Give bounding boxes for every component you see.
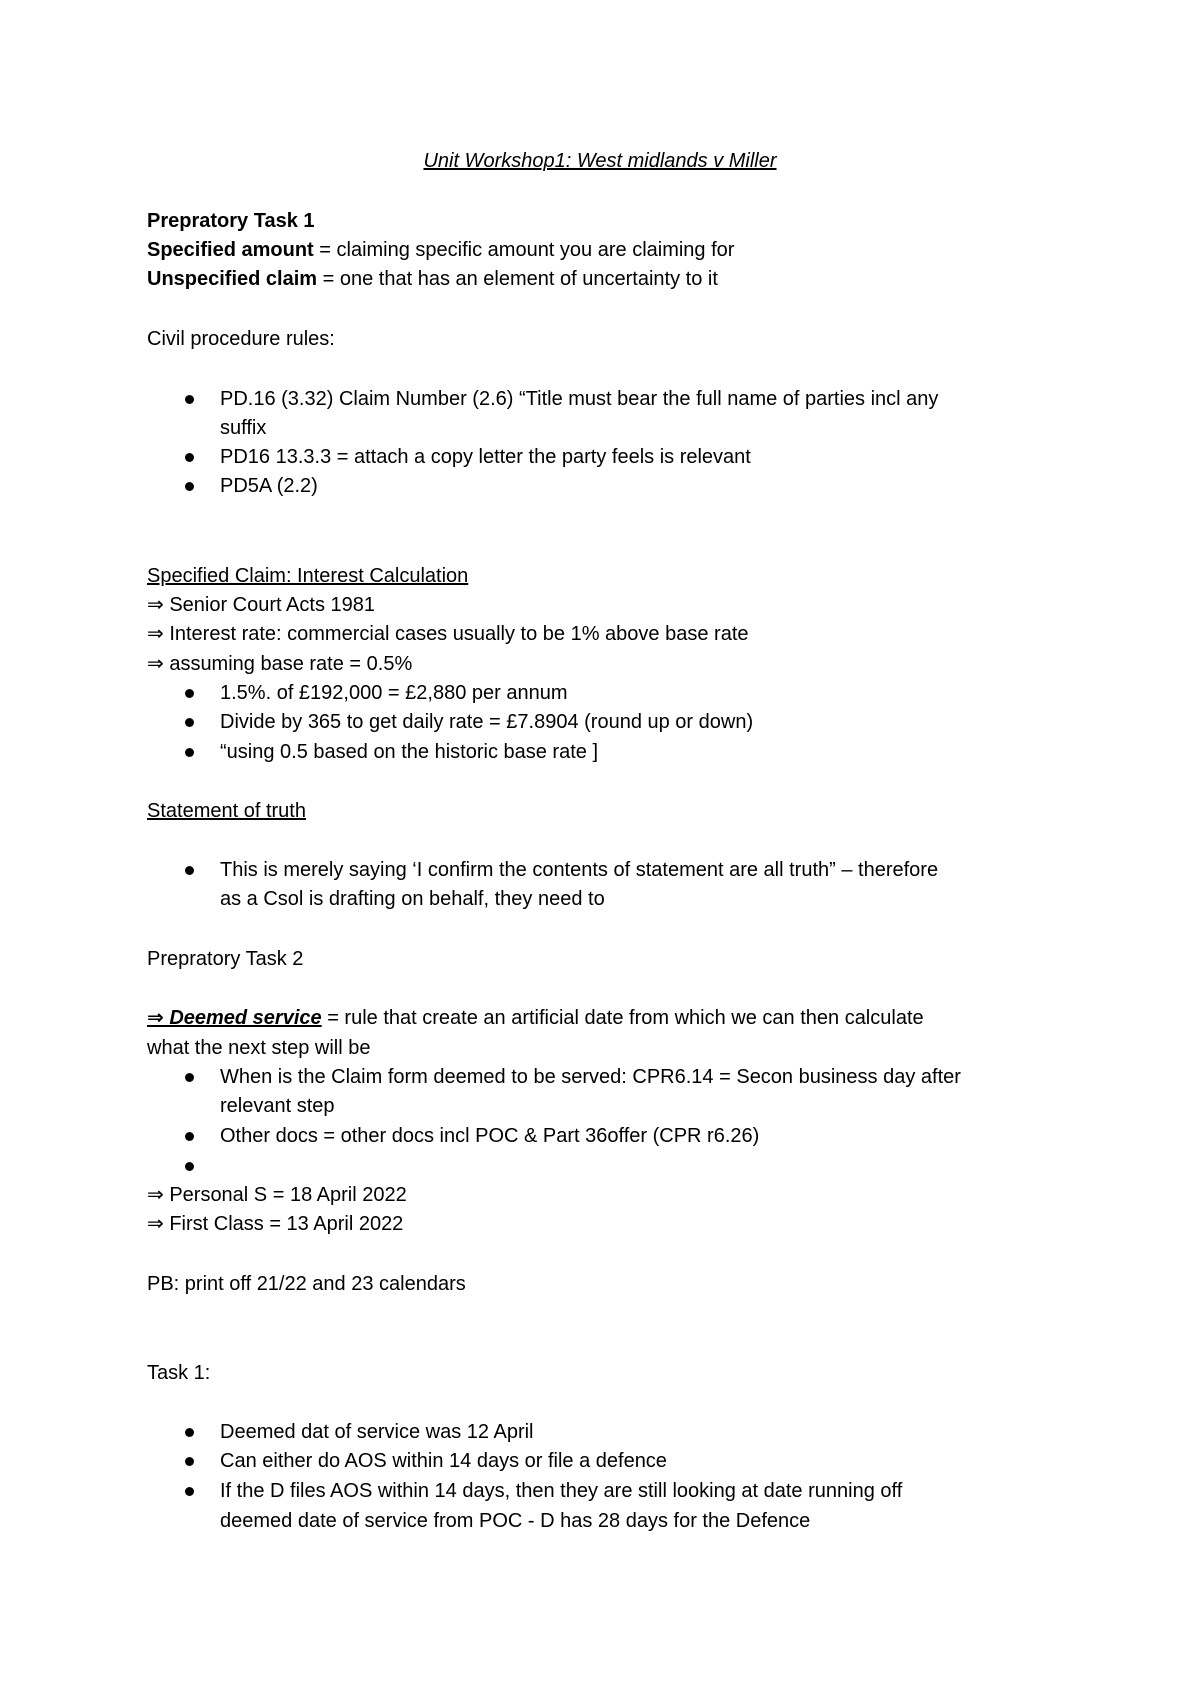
- interest-bullet: 1.5%. of £192,000 = £2,880 per annum: [220, 682, 568, 704]
- cpr-item-continued: suffix: [220, 417, 267, 439]
- document-title: Unit Workshop1: West midlands v Miller: [423, 150, 777, 172]
- bullet-dot: [185, 1457, 194, 1466]
- specified-amount-line: [147, 236, 734, 264]
- task-1-heading: Task 1:: [147, 1362, 211, 1384]
- unspecified-claim-definition: = one that has an element of uncertainty to it: [317, 268, 718, 290]
- cpr-item: PD16 13.3.3 = attach a copy letter the party feels is relevant: [220, 446, 751, 468]
- interest-heading: Specified Claim: Interest Calculation: [147, 565, 469, 587]
- service-date-line: ⇒ First Class = 13 April 2022: [147, 1213, 404, 1235]
- specified-amount-definition: = claiming specific amount you are claiming for: [313, 239, 735, 261]
- pb-note: PB: print off 21/22 and 23 calendars: [147, 1273, 466, 1295]
- service-date-line: ⇒ Personal S = 18 April 2022: [147, 1184, 407, 1206]
- bullet-dot: [185, 1487, 194, 1496]
- deemed-service-term: ⇒ Deemed service: [147, 1007, 322, 1029]
- prep-task-1-heading: Prepratory Task 1: [147, 210, 315, 232]
- interest-arrow-line: ⇒ Senior Court Acts 1981: [147, 594, 375, 616]
- specified-amount-term: Specified amount: [147, 239, 314, 261]
- deemed-service-bullet: Other docs = other docs incl POC & Part 36offer (CPR r6.26): [220, 1125, 760, 1147]
- deemed-service-bullet-continued: relevant step: [220, 1095, 335, 1117]
- deemed-service-definition: = rule that create an artificial date from which we can then calculate: [321, 1007, 924, 1029]
- unspecified-claim-line: [147, 265, 718, 293]
- bullet-dot: [185, 689, 194, 698]
- bullet-dot: [185, 395, 194, 404]
- cpr-heading: Civil procedure rules:: [147, 328, 335, 350]
- deemed-service-definition-continued: what the next step will be: [147, 1037, 371, 1059]
- empty-bullet-dot: [185, 1162, 194, 1171]
- task-1-bullet: Deemed dat of service was 12 April: [220, 1421, 534, 1443]
- bullet-dot: [185, 453, 194, 462]
- cpr-item: PD.16 (3.32) Claim Number (2.6) “Title must bear the full name of parties incl any: [220, 388, 939, 410]
- bullet-dot: [185, 482, 194, 491]
- truth-bullet: This is merely saying ‘I confirm the contents of statement are all truth” – therefore: [220, 859, 939, 881]
- bullet-dot: [185, 1132, 194, 1141]
- task-1-bullet-continued: deemed date of service from POC - D has 28 days for the Defence: [220, 1510, 811, 1532]
- interest-bullet: Divide by 365 to get daily rate = £7.8904 (round up or down): [220, 711, 754, 733]
- interest-arrow-line: ⇒ assuming base rate = 0.5%: [147, 653, 413, 675]
- bullet-dot: [185, 866, 194, 875]
- bullet-dot: [185, 1428, 194, 1437]
- deemed-service-bullet: When is the Claim form deemed to be served: CPR6.14 = Secon business day after: [220, 1066, 961, 1088]
- bullet-dot: [185, 1073, 194, 1082]
- deemed-service-line: [147, 1004, 924, 1032]
- truth-bullet-continued: as a Csol is drafting on behalf, they need to: [220, 888, 605, 910]
- task-1-bullet: Can either do AOS within 14 days or file a defence: [220, 1450, 667, 1472]
- interest-arrow-line: ⇒ Interest rate: commercial cases usually to be 1% above base rate: [147, 623, 749, 645]
- bullet-dot: [185, 748, 194, 757]
- task-1-bullet: If the D files AOS within 14 days, then they are still looking at date running off: [220, 1480, 903, 1502]
- statement-of-truth-heading: Statement of truth: [147, 800, 306, 822]
- prep-task-2-heading: Prepratory Task 2: [147, 948, 304, 970]
- interest-bullet: “using 0.5 based on the historic base rate ]: [220, 741, 599, 763]
- unspecified-claim-term: Unspecified claim: [147, 268, 318, 290]
- bullet-dot: [185, 718, 194, 727]
- cpr-item: PD5A (2.2): [220, 475, 318, 497]
